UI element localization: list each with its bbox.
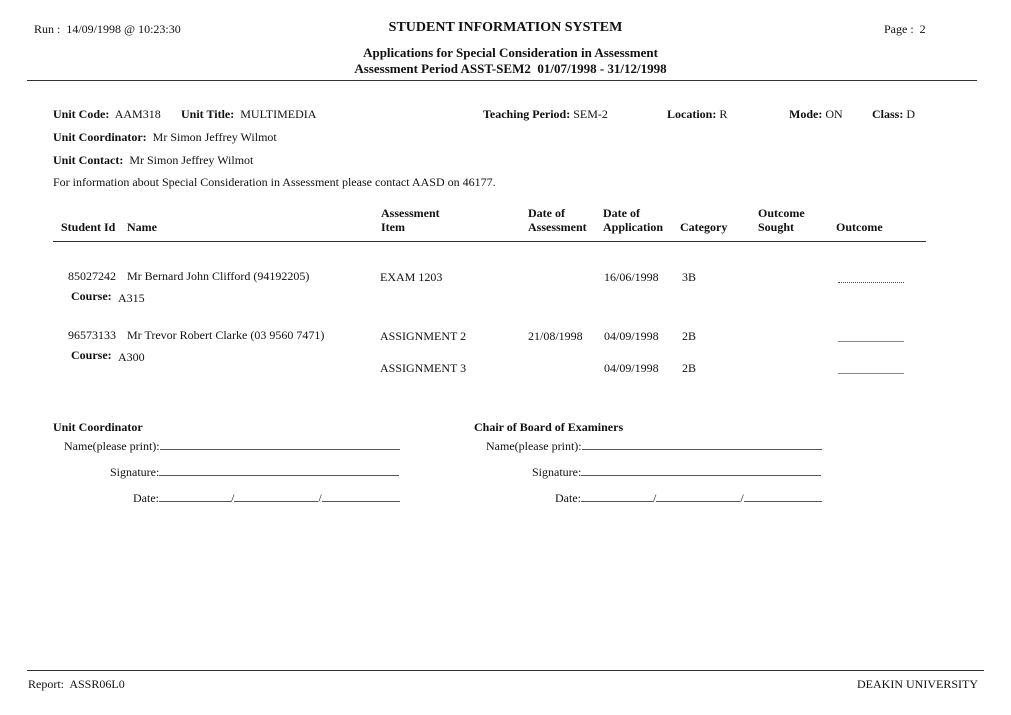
unit-coordinator-label: Unit Coordinator: [53,130,147,144]
assessment-item: ASSIGNMENT 3 [380,361,467,375]
header-divider [27,80,977,81]
signature-left-date [133,490,400,506]
teaching-period-value: SEM-2 [573,107,608,121]
class-label: Class: [872,107,904,121]
unit-coordinator-value: Mr Simon Jeffrey Wilmot [152,130,277,144]
date-of-assessment: 21/08/1998 [528,329,583,343]
date-separator: / [653,491,657,505]
header-student-id: Student Id [61,220,116,234]
student-name: Mr Bernard John Clifford (94192205) [127,269,310,283]
header-assessment-2: Item [381,220,405,234]
signature-line[interactable] [159,464,399,476]
footer-divider [27,670,984,671]
header-assessment-1: Assessment [381,206,440,220]
unit-title-label: Unit Title: [181,107,235,121]
mode [789,107,843,122]
date-separator: / [231,491,235,505]
info-text: For information about Special Consideration in Assessment please contact AASD on 46177. [53,175,496,189]
date-separator: / [318,491,322,505]
unit-code [53,107,161,122]
date-of-application: 16/06/1998 [604,270,659,284]
signature-label: Signature: [110,465,160,479]
class-value: D [906,107,916,121]
date-line-day[interactable] [581,490,653,502]
class [872,107,915,122]
outcome-line [838,341,904,342]
location [667,107,727,122]
name-line[interactable] [582,438,822,450]
signature-right-title: Chair of Board of Examiners [474,420,624,434]
date-line-day[interactable] [159,490,231,502]
date-label: Date: [133,491,159,505]
header-date-application-2: Application [603,220,664,234]
category: 2B [682,329,697,343]
assessment-item: ASSIGNMENT 2 [380,329,467,343]
course-label: Course: [71,348,112,362]
category: 2B [682,361,697,375]
table-header-divider [53,241,926,242]
date-separator: / [740,491,744,505]
teaching-period [483,107,608,122]
date-line-year[interactable] [744,490,822,502]
mode-label: Mode: [789,107,823,121]
signature-right-signature [532,464,821,480]
page-label: Page : [884,22,914,36]
header-date-application-1: Date of [603,206,640,220]
date-of-application: 04/09/1998 [604,329,659,343]
date-line-month[interactable] [234,490,318,502]
category: 3B [682,270,697,284]
name-label: Name(please print): [64,439,160,453]
assessment-item: EXAM 1203 [380,270,443,284]
course-label: Course: [71,289,112,303]
header-category: Category [680,220,728,234]
unit-code-value: AAM318 [114,107,161,121]
name-label: Name(please print): [486,439,582,453]
date-of-application: 04/09/1998 [604,361,659,375]
header-outcome-sought-2: Sought [758,220,795,234]
system-title: STUDENT INFORMATION SYSTEM [388,20,623,35]
course [71,348,112,363]
outcome-line [838,282,904,283]
student-id: 85027242 [68,269,116,283]
page-value: 2 [919,22,926,36]
signature-left-title: Unit Coordinator [53,420,143,434]
unit-contact-label: Unit Contact: [53,153,124,167]
header-outcome: Outcome [836,220,883,234]
mode-value: ON [825,107,843,121]
report-label: Report: [28,677,64,691]
page-number [884,22,926,37]
teaching-period-label: Teaching Period: [483,107,571,121]
unit-contact-value: Mr Simon Jeffrey Wilmot [129,153,254,167]
institution-name: DEAKIN UNIVERSITY [857,677,978,691]
student-id: 96573133 [68,328,116,342]
course [71,289,115,304]
student-name: Mr Trevor Robert Clarke (03 9560 7471) [127,328,325,342]
header-name: Name [127,220,157,234]
signature-line[interactable] [581,464,821,476]
location-value: R [719,107,728,121]
unit-coordinator [53,130,277,145]
run-label: Run : [34,22,61,36]
header-date-assessment-2: Assessment [528,220,587,234]
signature-left-name [64,438,400,454]
report-title: Applications for Special Consideration in Assessment [363,45,658,60]
name-line[interactable] [160,438,400,450]
course-value: A315 [118,291,145,305]
header-outcome-sought-1: Outcome [758,206,805,220]
unit-code-label: Unit Code: [53,107,110,121]
signature-label: Signature: [532,465,582,479]
date-line-month[interactable] [656,490,740,502]
course-value: A300 [118,350,145,364]
unit-contact [53,153,253,168]
header-date-assessment-1: Date of [528,206,565,220]
signature-left-signature [110,464,399,480]
location-label: Location: [667,107,717,121]
date-line-year[interactable] [322,490,400,502]
date-label: Date: [555,491,581,505]
assessment-period: Assessment Period ASST-SEM2 01/07/1998 - 31/12/1998 [354,61,667,76]
unit-title-value: MULTIMEDIA [240,107,317,121]
outcome-line [838,373,904,374]
signature-right-date [555,490,822,506]
run-value: 14/09/1998 @ 10:23:30 [66,22,181,36]
signature-right-name [486,438,822,454]
unit-title [181,107,316,122]
report-code [28,677,125,692]
report-code-value: ASSR06L0 [69,677,125,691]
